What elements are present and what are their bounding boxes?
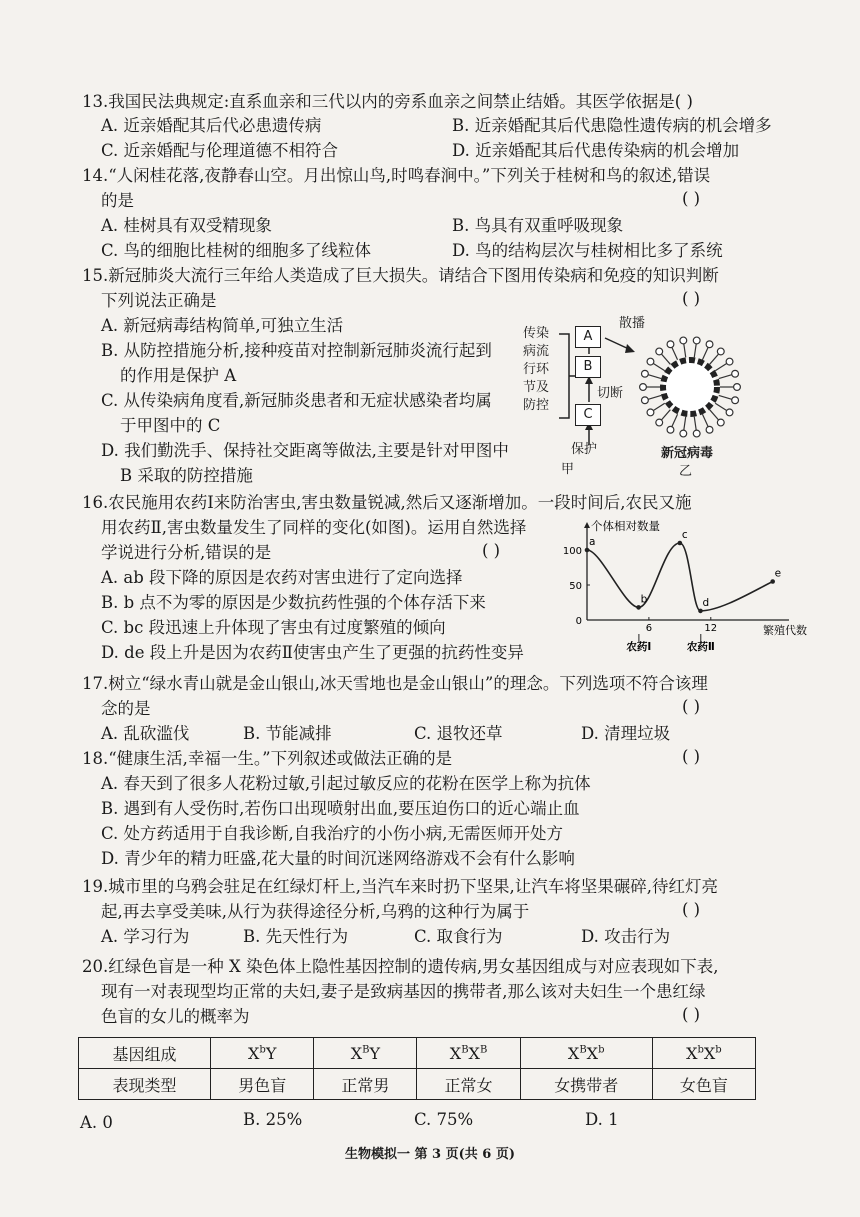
q18-stem: 18.“健康生活,幸福一生。”下列叙述或做法正确的是 [82, 749, 453, 768]
y-tick-label: 0 [575, 616, 582, 627]
q14-option-d: D. 鸟的结构层次与桂树相比多了系统 [452, 241, 723, 260]
diagram-side-label-5: 防控 [523, 398, 550, 413]
data-point-d [698, 609, 703, 614]
point-label-d: d [702, 596, 710, 609]
q16-option-c: C. bc 段迅速上升体现了害虫有过度繁殖的倾向 [101, 618, 446, 637]
q16-option-b: B. b 点不为零的原因是少数抗药性强的个体存活下来 [101, 593, 486, 612]
table-header-genotype: 基因组成 [79, 1038, 211, 1069]
virus-spike-head [706, 341, 713, 348]
virus-spike [719, 375, 732, 379]
q13-option-b: B. 近亲婚配其后代患隐性遗传病的机会增多 [452, 116, 772, 135]
x-tick-label: 6 [645, 623, 653, 634]
q15-option-c: C. 从传染病角度看,新冠肺炎患者和无症状感染者均属 [101, 391, 492, 410]
q18-option-a: A. 春天到了很多人花粉过敏,引起过敏反应的花粉在医学上称为抗体 [101, 774, 591, 793]
q17-option-d: D. 清理垃圾 [581, 724, 671, 743]
virus-spike-head [732, 397, 739, 404]
virus-spike-head [656, 419, 663, 426]
virus-spike [710, 354, 719, 365]
q17-option-a: A. 乱砍滥伐 [101, 724, 190, 743]
virus-spike-head [667, 341, 674, 348]
q14-option-a: A. 桂树具有双受精现象 [101, 216, 272, 235]
page-footer: 生物模拟一 第 3 页(共 6 页) [344, 1147, 516, 1162]
virus-spike-head [717, 348, 724, 355]
q13-option-d: D. 近亲婚配其后代患传染病的机会增加 [452, 141, 740, 160]
virus-spike [694, 417, 696, 431]
virus-spike [719, 395, 732, 399]
q19-option-b: B. 先天性行为 [243, 927, 349, 946]
virus-spike [715, 403, 727, 411]
q15-stem-line1: 15.新冠肺炎大流行三年给人类造成了巨大损失。请结合下图用传染病和免疫的知识判断 [82, 266, 719, 285]
phenotype-cell: 正常男 [314, 1069, 417, 1100]
virus-spike [684, 417, 686, 431]
data-point-a [585, 548, 590, 553]
pesticide-label: 农药Ⅱ [686, 641, 715, 653]
virus-spike-head [680, 337, 687, 344]
virus-spike [684, 343, 686, 357]
genotype-cell: $X^BX^B$ [417, 1038, 520, 1069]
point-label-b: b [640, 593, 648, 606]
q16-answer-paren: ( ) [482, 541, 501, 560]
diagram-side-label-1: 传染 [523, 326, 550, 341]
pest-population-chart [555, 519, 807, 653]
virus-spike-head [642, 370, 649, 377]
q20-option-d: D. 1 [585, 1110, 619, 1129]
diagram-side-label-4: 节及 [523, 380, 550, 395]
virus-spike [672, 414, 678, 427]
pesticide-label: 农药Ⅰ [626, 641, 652, 653]
genotype-table [78, 1037, 756, 1100]
diagram-label-jia: 甲 [561, 462, 575, 477]
virus-spike-head [647, 358, 654, 365]
virus-spike [661, 410, 670, 421]
virus-spike [653, 363, 665, 371]
virus-spike-head [656, 348, 663, 355]
x-tick-label: 12 [704, 623, 718, 634]
q16-option-a: A. ab 段下降的原因是农药对害虫进行了定向选择 [101, 568, 463, 587]
genotype-cell: $X^BX^b$ [520, 1038, 652, 1069]
virus-label: 新冠病毒 [661, 446, 714, 461]
q18-option-b: B. 遇到有人受伤时,若伤口出现喷射出血,要压迫伤口的近心端止血 [101, 799, 580, 818]
q19-stem-line2: 起,再去享受美味,从行为获得途径分析,乌鸦的这种行为属于 [101, 902, 530, 921]
virus-spike-head [693, 430, 700, 437]
virus-spike-head [640, 384, 647, 391]
virus-spike [653, 403, 665, 411]
population-curve [587, 543, 773, 611]
genotype-cell: $X^bY$ [211, 1038, 314, 1069]
q15-stem-line2: 下列说法正确是 [101, 291, 217, 310]
q17-stem-line1: 17.树立“绿水青山就是金山银山,冰天雪地也是金山银山”的理念。下列选项不符合该理 [82, 674, 708, 693]
q19-answer-paren: ( ) [682, 900, 701, 919]
virus-spike [672, 347, 678, 360]
virus-spike-head [667, 426, 674, 433]
virus-spike-head [726, 358, 733, 365]
virus-spike [702, 414, 708, 427]
transmission-diagram [515, 316, 745, 480]
q16-stem-line3: 学说进行分析,错误的是 [101, 543, 272, 562]
arrow-label-spread: 散播 [619, 316, 646, 331]
virus-spike-head [693, 337, 700, 344]
q20-option-a: A. 0 [80, 1113, 113, 1132]
table-header-phenotype: 表现类型 [79, 1069, 211, 1100]
virus-spike-head [734, 384, 741, 391]
point-label-e: e [774, 567, 782, 580]
virus-spike [694, 343, 696, 357]
q19-option-d: D. 攻击行为 [581, 927, 671, 946]
q18-answer-paren: ( ) [682, 747, 701, 766]
q16-stem-line2: 用农药Ⅱ,害虫数量发生了同样的变化(如图)。运用自然选择 [101, 518, 527, 537]
phenotype-cell: 正常女 [417, 1069, 520, 1100]
data-point-c [678, 541, 683, 546]
q17-answer-paren: ( ) [682, 697, 701, 716]
virus-spike-head [732, 370, 739, 377]
diagram-side-label-3: 行环 [523, 362, 550, 377]
y-axis-arrow [584, 522, 590, 528]
q20-stem-line1: 20.红绿色盲是一种 X 染色体上隐性基因控制的遗传病,男女基因组成与对应表现如下表, [82, 957, 719, 976]
diagram-box-c: C [575, 404, 601, 426]
virus-spike-head [717, 419, 724, 426]
q14-stem-line1: 14.“人闲桂花落,夜静春山空。月出惊山鸟,时鸣春涧中。”下列关于桂树和鸟的叙述,错误 [82, 166, 711, 185]
q15-option-d-cont: B 采取的防控措施 [120, 466, 253, 485]
arrow-label-protect: 保护 [571, 442, 598, 457]
q14-answer-paren: ( ) [682, 189, 701, 208]
phenotype-cell: 男色盲 [211, 1069, 314, 1100]
diagram-label-yi: 乙 [679, 464, 693, 479]
virus-spike [648, 395, 661, 399]
q20-stem-line2: 现有一对表现型均正常的夫妇,妻子是致病基因的携带者,那么该对夫妇生一个患红绿 [101, 982, 706, 1001]
virus-spike [702, 347, 708, 360]
q14-option-c: C. 鸟的细胞比桂树的细胞多了线粒体 [101, 241, 372, 260]
q19-stem-line1: 19.城市里的乌鸦会驻足在红绿灯杆上,当汽车来时扔下坚果,让汽车将坚果碾碎,待红灯亮 [82, 877, 718, 896]
virus-spike [648, 375, 661, 379]
data-point-e [770, 579, 775, 584]
q13-option-c: C. 近亲婚配与伦理道德不相符合 [101, 141, 339, 160]
q15-answer-paren: ( ) [682, 289, 701, 308]
virus-spike-head [706, 426, 713, 433]
y-tick-label: 100 [562, 546, 582, 557]
q19-option-a: A. 学习行为 [101, 927, 190, 946]
q20-option-c: C. 75% [414, 1110, 474, 1129]
phenotype-cell: 女携带者 [520, 1069, 652, 1100]
q17-stem-line2: 念的是 [101, 699, 151, 718]
genotype-row [79, 1038, 756, 1069]
q16-option-d: D. de 段上升是因为农药Ⅱ使害虫产生了更强的抗药性变异 [101, 643, 524, 662]
q17-option-b: B. 节能减排 [243, 724, 332, 743]
y-axis-label: 个体相对数量 [591, 519, 660, 533]
q14-stem-line2: 的是 [101, 191, 134, 210]
q19-option-c: C. 取食行为 [414, 927, 503, 946]
q13-stem: 13.我国民法典规定:直系血亲和三代以内的旁系血亲之间禁止结婚。其医学依据是( ) [82, 92, 693, 111]
q20-stem-line3: 色盲的女儿的概率为 [101, 1007, 250, 1026]
arrow-label-cut: 切断 [597, 386, 624, 401]
virus-spike [715, 363, 727, 371]
virus-spike-head [680, 430, 687, 437]
q18-option-d: D. 青少年的精力旺盛,花大量的时间沉迷网络游戏不会有什么影响 [101, 849, 575, 868]
q13-option-a: A. 近亲婚配其后代必患遗传病 [101, 116, 322, 135]
q15-option-b: B. 从防控措施分析,接种疫苗对控制新冠肺炎流行起到 [101, 341, 492, 360]
y-tick-label: 50 [569, 581, 582, 592]
q15-option-b-cont: 的作用是保护 A [120, 366, 237, 385]
phenotype-cell: 女色盲 [652, 1069, 755, 1100]
genotype-cell: $X^BY$ [314, 1038, 417, 1069]
q15-option-d: D. 我们勤洗手、保持社交距离等做法,主要是针对甲图中 [101, 441, 509, 460]
virus-spike [710, 410, 719, 421]
genotype-cell: $X^bX^b$ [652, 1038, 755, 1069]
virus-spike-head [647, 409, 654, 416]
q15-option-a: A. 新冠病毒结构简单,可独立生活 [101, 316, 344, 335]
q15-option-c-cont: 于甲图中的 C [120, 416, 221, 435]
data-point-b [636, 605, 641, 610]
q14-option-b: B. 鸟具有双重呼吸现象 [452, 216, 624, 235]
point-label-a: a [589, 536, 596, 548]
phenotype-row [79, 1069, 756, 1100]
q20-option-b: B. 25% [243, 1110, 303, 1129]
diagram-side-label-2: 病流 [523, 344, 550, 359]
diagram-box-b: B [575, 356, 601, 378]
virus-spike [661, 354, 670, 365]
q18-option-c: C. 处方药适用于自我诊断,自我治疗的小伤小病,无需医师开处方 [101, 824, 564, 843]
virus-spike-head [726, 409, 733, 416]
virus-spike-head [642, 397, 649, 404]
diagram-box-a: A [575, 326, 601, 348]
coronavirus-icon [635, 332, 745, 442]
q16-stem-line1: 16.农民施用农药Ⅰ来防治害虫,害虫数量锐减,然后又逐渐增加。一段时间后,农民又施 [82, 493, 692, 512]
q20-answer-paren: ( ) [682, 1005, 701, 1024]
x-axis-label: 繁殖代数 [763, 624, 807, 637]
point-label-c: c [681, 529, 688, 541]
q17-option-c: C. 退牧还草 [414, 724, 503, 743]
